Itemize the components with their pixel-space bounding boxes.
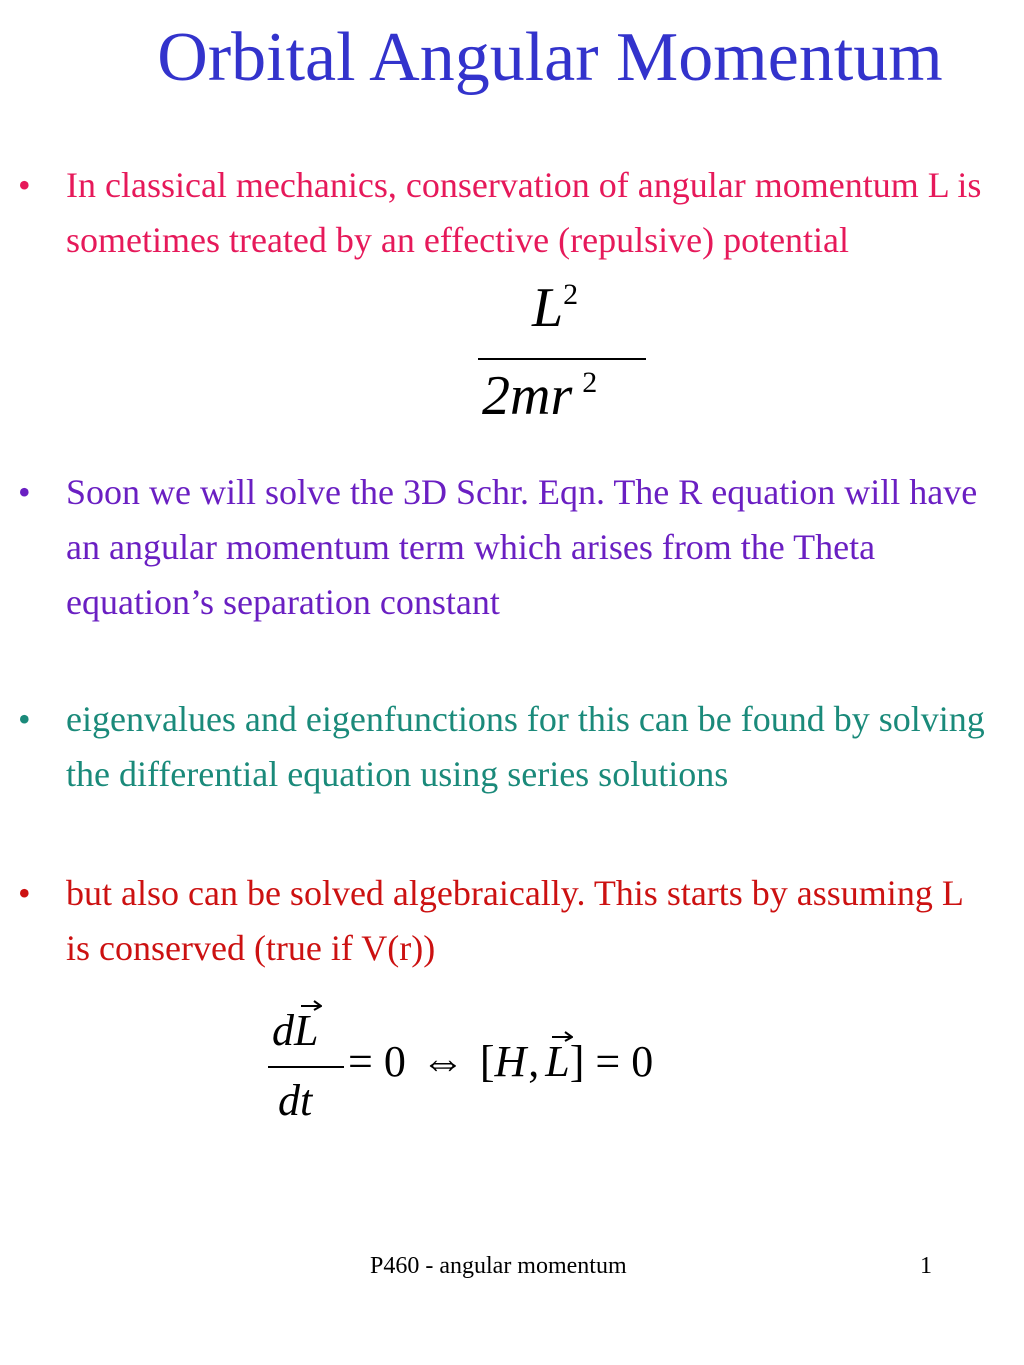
formula2-bracket-open: [: [479, 1037, 495, 1086]
footer-text: P460 - angular momentum: [370, 1253, 627, 1279]
formula-denominator: 2mr: [482, 365, 573, 427]
formula-denominator-exponent: 2: [582, 366, 598, 399]
iff-symbol: ⇔: [420, 1037, 465, 1086]
formula2-num-L: L: [294, 1006, 319, 1055]
formula2-equals-zero: = 0: [348, 1037, 406, 1086]
formula2-equals-zero-2: = 0: [595, 1037, 654, 1086]
bullet-marker: •: [18, 165, 31, 205]
bullet-4: [18, 866, 988, 976]
bullet-text: but also can be solved algebraically. This starts by assuming L is conserved (true if V(r)): [66, 873, 963, 968]
vector-arrow-icon: [300, 999, 322, 1011]
bullet-text: In classical mechanics, conservation of angular momentum L is sometimes treated by an effective (repulsive) potential: [66, 165, 982, 260]
page-number: 1: [920, 1253, 932, 1279]
formula2-denominator: dt: [278, 1076, 313, 1125]
bullet-text: eigenvalues and eigenfunctions for this can be found by solving the differential equation using series solutions: [66, 699, 985, 794]
bullet-text: Soon we will solve the 3D Schr. Eqn. The R equation will have an angular momentum term which arises from the Theta equation’s separation constant: [66, 472, 978, 622]
formula2-bracket-close: ]: [569, 1037, 585, 1086]
vector-arrow-icon: [551, 1030, 573, 1042]
formula2-num-d: d: [272, 1006, 294, 1055]
effective-potential-formula: [478, 277, 648, 430]
bullet-3: [18, 692, 988, 802]
bullet-1: [18, 158, 988, 268]
formula-numerator: L: [532, 277, 564, 339]
conservation-formula: [268, 995, 708, 1130]
slide-title: Orbital Angular Momentum: [157, 19, 943, 96]
bullet-2: [18, 465, 988, 630]
formula2-L: L: [545, 1037, 570, 1086]
bullet-marker: •: [18, 472, 31, 512]
fraction-bar: [478, 358, 646, 360]
formula-numerator-exponent: 2: [563, 278, 579, 311]
formula2-comma: ,: [528, 1037, 540, 1086]
fraction-bar: [268, 1066, 344, 1068]
bullet-marker: •: [18, 699, 31, 739]
formula2-H: H: [494, 1037, 527, 1086]
bullet-marker: •: [18, 873, 31, 913]
